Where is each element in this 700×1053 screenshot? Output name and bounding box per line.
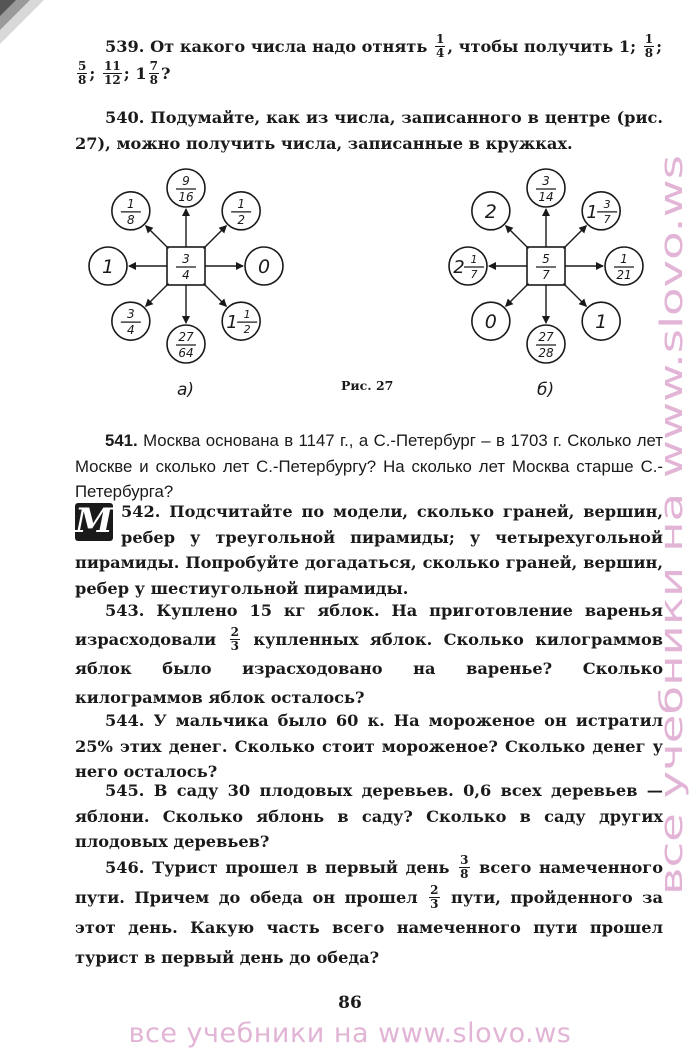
svg-text:все учебники на www.slovo.ws: все учебники на www.slovo.ws [654,402,690,895]
problem-text: У мальчика было 60 к. На мороженое он истратил 25% этих денег. Сколько стоит мороженое? Сколько денег у него осталось? [75,711,663,781]
arrow-3 [203,283,226,306]
diagram-b [449,169,643,363]
separator: ; [656,37,663,56]
arrow-1 [203,226,226,249]
arrow-7 [506,226,529,249]
mixed-number: 1 $\frac{7}{8}$ [135,59,158,87]
problem-text: Подсчитайте по модели, сколько граней, вершин, ребер у треугольной пирамиды; у четырехугольной пирамиды. Попробуйте догадаться, сколько граней, вершин, ребер у шестиугольной пирамиды. [75,502,664,598]
side-watermark [640,120,696,920]
problem-541 [75,428,663,505]
circle-value-7: 2 [484,200,497,223]
problem-544 [75,708,663,785]
sublabel-b: б) [537,380,555,400]
sublabel-a: а) [177,380,195,400]
circle-value-2: 0 [257,256,271,278]
problem-text: Москва основана в 1147 г., а С.-Петербург – в 1703 г. Сколько лет Москве и сколько лет С.-Петербургу? На сколько лет Москва старше С.-Петербурга? [75,431,663,501]
problem-number: 545. [105,781,145,800]
question-mark: ? [160,64,171,83]
problem-539 [75,34,663,88]
figure-caption: Рис. 27 [341,378,394,393]
circle-value-6-whole: 2 [453,257,465,278]
fraction: $\frac{1}{8}$ [644,32,654,60]
problem-540 [75,105,663,156]
problem-number: 540. [105,108,145,127]
page-number: 86 [338,993,362,1013]
problem-text: В саду 30 плодовых деревьев. 0,6 всех деревьев — яблони. Сколько яблонь в саду? Сколько в саду других плодовых деревьев? [75,781,663,851]
circle-value-6: 1 [101,256,115,278]
circle-value-6-den: 7 [470,268,478,281]
circle-value-1-den: 2 [237,212,245,227]
fraction: $\frac{1}{4}$ [435,32,445,60]
fraction: $\frac{11}{12}$ [103,59,121,87]
circle-value-6-num: 1 [470,253,478,266]
problem-text: всего намеченного пути. Причем до обеда он прошел [75,858,663,907]
circle-value-0-num: 3 [542,174,550,188]
problem-text: Турист прошел в первый день [152,858,450,877]
circle-value-0-den: 16 [178,190,194,204]
model-icon: M [75,501,113,542]
problem-number: 542. [121,502,161,521]
circle-value-4-num: 27 [538,330,554,344]
circle-value-3-den: 2 [243,323,251,337]
problem-546 [75,853,663,973]
problem-number: 541. [105,431,138,450]
center-value-den: 7 [542,268,550,282]
corner-ornament [0,0,44,44]
problem-text: Куплено 15 кг яблок. На приготовление варенья израсходовали [75,601,664,649]
fraction: $\frac{2}{3}$ [230,625,239,653]
circle-value-1-whole: 1 [586,201,598,223]
circle-value-2-num: 1 [620,252,628,266]
fraction: $\frac{5}{8}$ [78,59,87,87]
fraction: $\frac{2}{3}$ [430,883,439,911]
circle-value-7-den: 8 [127,212,135,227]
circle-value-4-den: 64 [178,346,194,360]
bottom-watermark: все учебники на www.slovo.ws [128,1018,572,1049]
arrow-7 [146,226,169,249]
center-value-num: 3 [182,252,190,266]
center-value-num: 5 [542,252,550,266]
circle-value-3-num: 1 [243,308,251,322]
circle-value-3: 1 [595,311,608,334]
problem-543 [75,596,663,712]
circle-value-1-den: 7 [603,212,611,226]
circle-value-4-den: 28 [538,346,554,360]
circle-value-4-num: 27 [178,330,194,344]
arrow-5 [146,283,169,306]
arrow-5 [506,283,529,306]
problem-545 [75,778,663,855]
problem-text: , чтобы получить 1; [447,37,637,56]
circle-value-5-den: 4 [127,323,135,338]
arrow-3 [563,283,586,306]
problem-542 [75,499,663,601]
circle-value-7-num: 1 [127,196,135,211]
problem-number: 539. [105,37,145,56]
diagram-a [89,169,283,363]
problem-number: 546. [105,858,145,877]
circle-value-0-num: 9 [182,174,190,188]
circle-value-1-num: 3 [603,197,611,211]
circle-value-3-whole: 1 [226,312,238,334]
problem-text: Подумайте, как из числа, записанного в центре (рис. 27), можно получить числа, записанные в кружках. [75,108,663,153]
problem-number: 544. [105,711,145,730]
separator: ; [123,64,130,83]
fraction: $\frac{3}{8}$ [460,853,469,881]
arrow-1 [563,226,586,249]
separator: ; [89,64,96,83]
circle-value-5-num: 3 [127,307,135,322]
circle-value-5: 0 [484,311,497,334]
problem-text: пути, пройденного за этот день. Какую часть всего намеченного пути прошел турист в первый день до обеда? [75,888,663,967]
circle-value-0-den: 14 [538,190,554,204]
problem-text: От какого числа надо отнять [150,37,428,56]
circle-value-2-den: 21 [616,268,632,282]
center-value-den: 4 [182,268,190,282]
circle-value-1-num: 1 [237,196,245,211]
problem-text: купленных яблок. Сколько килограммов яблок было израсходовано на варенье? Сколько килограммов яблок осталось? [75,630,664,707]
problem-number: 543. [105,601,145,620]
